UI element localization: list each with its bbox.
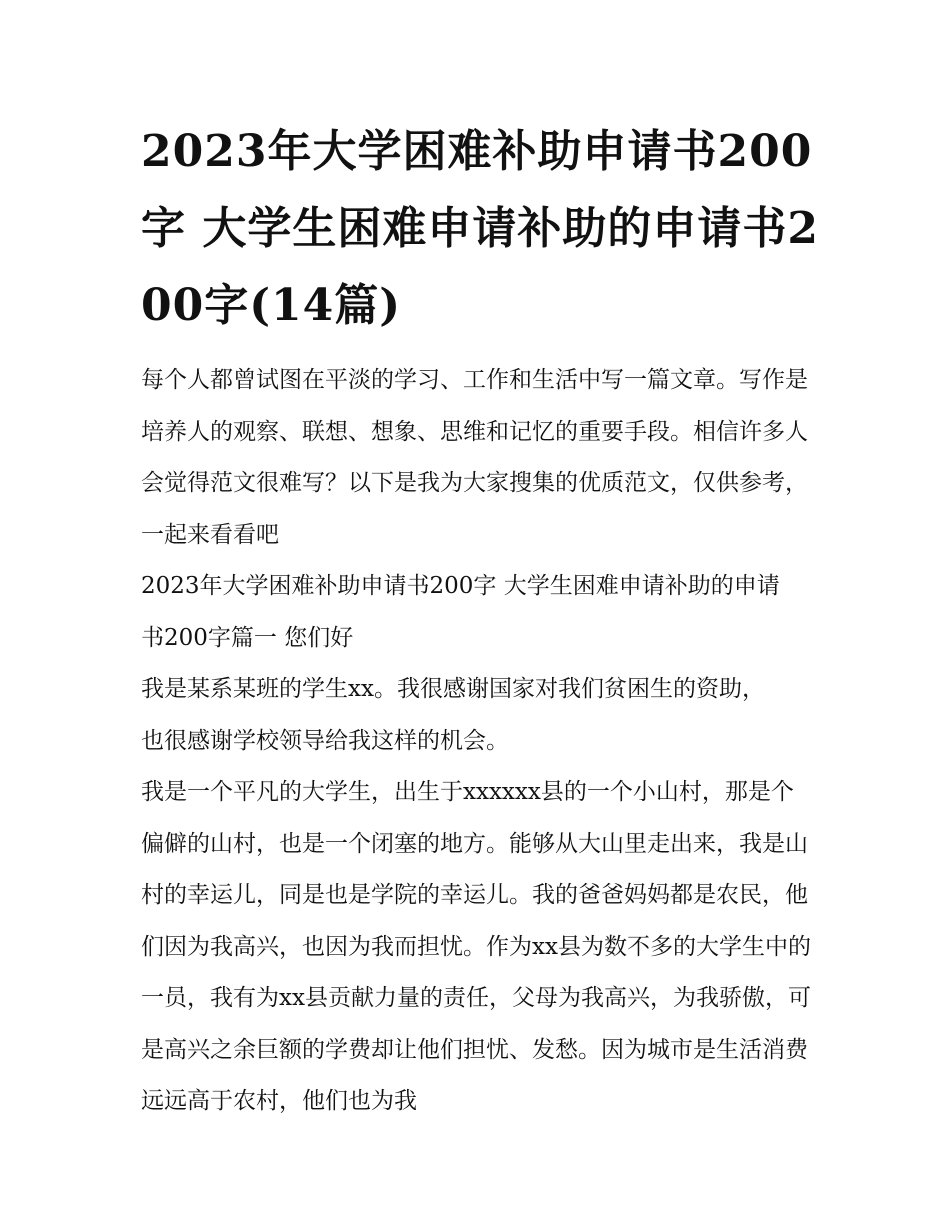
body-paragraph: 我是某系某班的学生xx。我很感谢国家对我们贫困生的资助，也很感谢学校领导给我这样的机会。 — [141, 676, 765, 754]
intro-paragraph: 每个人都曾试图在平淡的学习、工作和生活中写一篇文章。写作是培养人的观察、联想、想象、思维和记忆的重要手段。相信许多人会觉得范文很难写？以下是我为大家搜集的优质范文，仅供参考，一起来看看吧 — [141, 367, 808, 548]
document-title: 2023年大学困难补助申请书200字 大学生困难申请补助的申请书200字(14篇) — [141, 126, 819, 331]
section-heading: 2023年大学困难补助申请书200字 大学生困难申请补助的申请书200字篇一 您们好 — [141, 573, 780, 651]
document-body — [141, 355, 816, 1128]
body-paragraph: 我是一个平凡的大学生，出生于xxxxxx县的一个小山村，那是个偏僻的山村，也是一个闭塞的地方。能够从大山里走出来，我是山村的幸运儿，同是也是学院的幸运儿。我的爸爸妈妈都是农民，他们因为我高兴，也因为我而担忧。作为xx县为数不多的大学生中的一员，我有为xx县贡献力量的责任，父母为我高兴，为我骄傲，可是高兴之余巨额的学费却让他们担忧、发愁。因为城市是生活消费远远高于农村，他们也为我 — [141, 779, 811, 1114]
